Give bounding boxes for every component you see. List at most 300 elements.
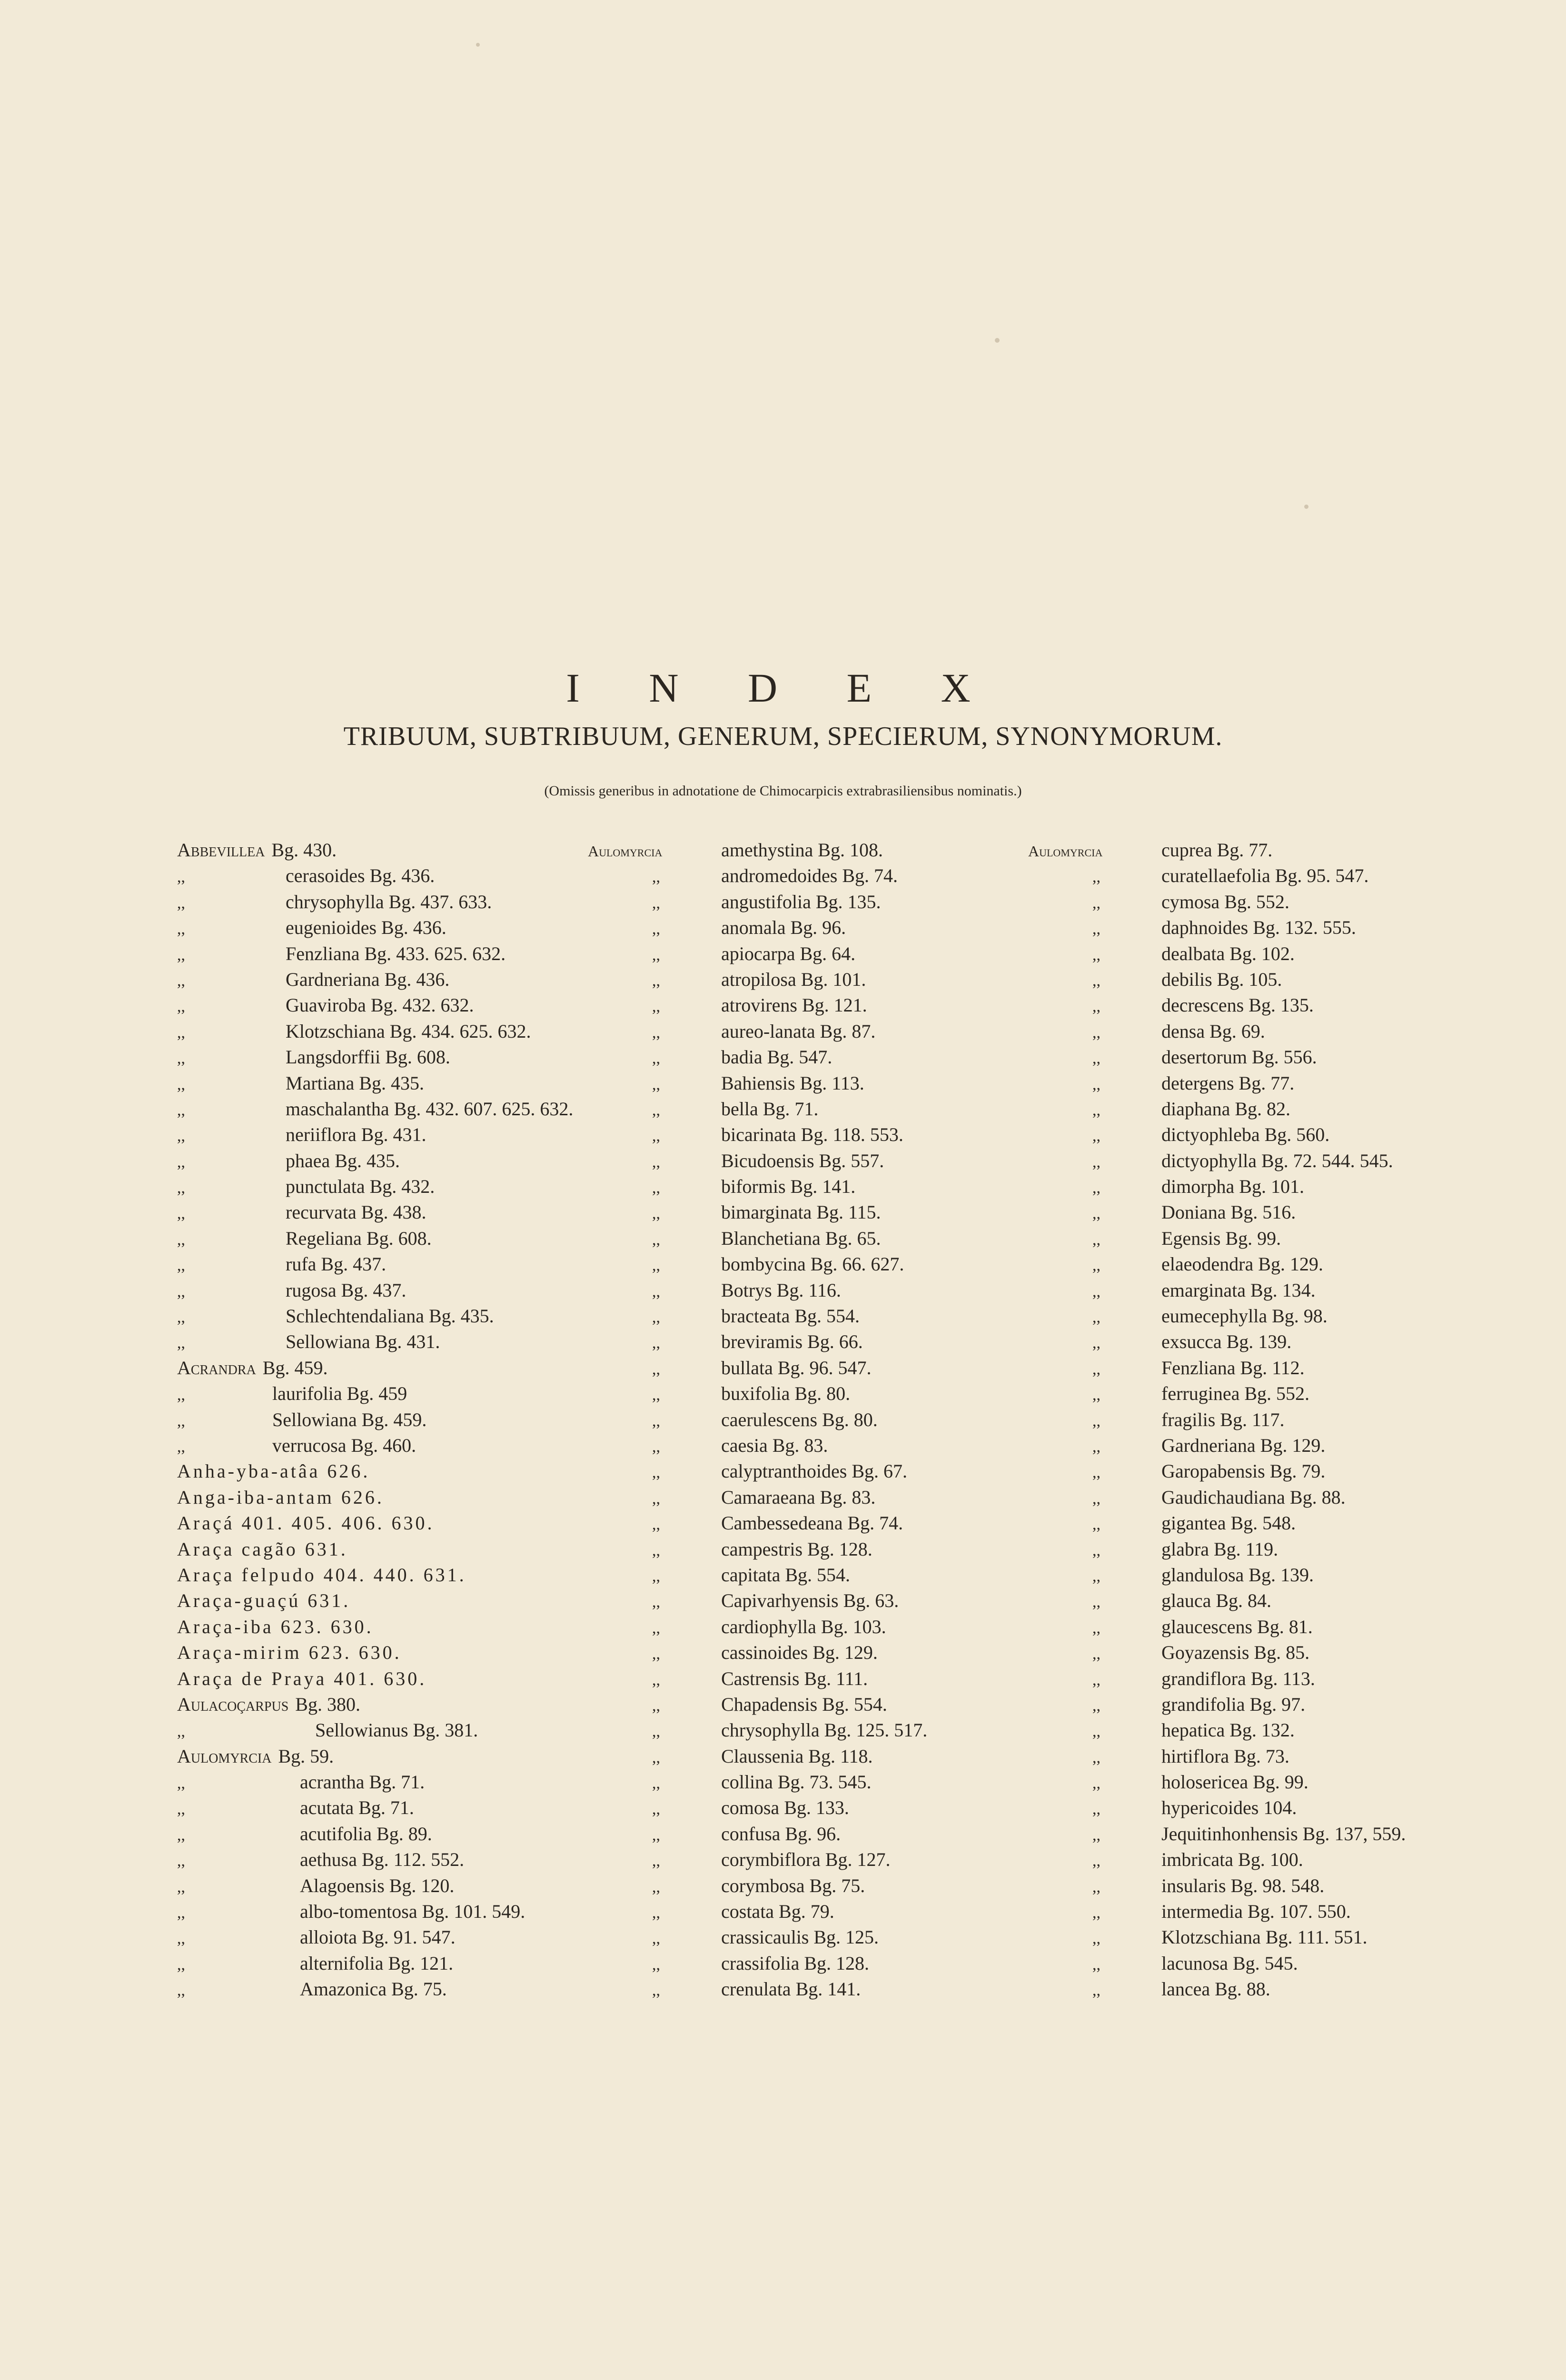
index-entry <box>1028 1588 1406 1614</box>
index-entry <box>1028 1019 1406 1044</box>
entry-text: breviramis Bg. 66. <box>721 1331 863 1353</box>
entry-text: debilis Bg. 105. <box>1161 968 1282 990</box>
index-entry <box>1028 1355 1406 1381</box>
index-entry <box>588 1847 927 1873</box>
entry-text: Amazonica Bg. 75. <box>300 1978 447 2000</box>
genus-name: Aulomyrcia <box>177 1745 272 1767</box>
entry-text: dimorpha Bg. 101. <box>1161 1176 1304 1198</box>
paper-spot <box>995 338 1000 343</box>
ditto-mark: ,, <box>652 1567 660 1585</box>
ditto-mark: ,, <box>1092 998 1100 1016</box>
entry-text: collina Bg. 73. 545. <box>721 1771 872 1793</box>
entry-text: atropilosa Bg. 101. <box>721 968 866 990</box>
index-entry <box>1028 1122 1406 1148</box>
ditto-mark: ,, <box>652 1153 660 1171</box>
index-entry: ,, Schlechtendaliana Bg. 435. <box>177 1303 573 1329</box>
ditto-mark: ,, <box>1092 1257 1100 1275</box>
genus-name: Aulomyrcia <box>588 843 663 860</box>
page-title: I N D E X <box>566 665 1000 711</box>
entry-text: acrantha Bg. 71. <box>300 1771 425 1793</box>
entry-text: densa Bg. 69. <box>1161 1020 1265 1042</box>
index-entry <box>588 1096 927 1122</box>
ditto-mark: ,, <box>1092 1775 1100 1793</box>
ditto-mark: ,, <box>652 1334 660 1352</box>
index-entry: ,, Fenzliana Bg. 433. 625. 632. <box>177 941 573 967</box>
index-entry: ,, Alagoensis Bg. 120. <box>177 1873 573 1899</box>
entry-text: Chapadensis Bg. 554. <box>721 1693 887 1715</box>
index-entry <box>1028 1614 1406 1640</box>
index-entry <box>1028 863 1406 889</box>
index-entry <box>588 941 927 967</box>
ditto-mark: ,, <box>1092 1309 1100 1327</box>
ditto-mark: ,, <box>652 972 660 990</box>
entry-text: rugosa Bg. 437. <box>286 1279 406 1301</box>
ditto-mark: ,, <box>1092 1412 1100 1430</box>
index-entry <box>588 915 927 941</box>
index-entry <box>1028 1666 1406 1692</box>
entry-text: caesia Bg. 83. <box>721 1434 828 1456</box>
index-entry <box>588 1071 927 1096</box>
ditto-mark: ,, <box>652 1360 660 1378</box>
entry-text: Castrensis Bg. 111. <box>721 1667 868 1689</box>
entry-text: glaucescens Bg. 81. <box>1161 1616 1313 1637</box>
index-entry: ,, Sellowiana Bg. 431. <box>177 1329 573 1355</box>
index-entry: ,, verrucosa Bg. 460. <box>177 1433 573 1458</box>
index-entry <box>1028 837 1406 863</box>
genus-name: Acrandra <box>177 1357 256 1378</box>
index-entry <box>588 889 927 915</box>
entry-text: dictyophleba Bg. 560. <box>1161 1124 1330 1146</box>
vernacular-name: Araça de Praya 401. 630. <box>177 1667 427 1689</box>
index-entry <box>588 1873 927 1899</box>
index-entry <box>588 1433 927 1458</box>
ditto-mark: ,, <box>1092 1619 1100 1637</box>
entry-text: cardiophylla Bg. 103. <box>721 1616 886 1637</box>
index-entry: ,, Sellowianus Bg. 381. <box>177 1717 573 1743</box>
index-entry: ,, Regeliana Bg. 608. <box>177 1226 573 1251</box>
ditto-mark: ,, <box>652 1930 660 1948</box>
ditto-mark: ,, <box>652 1257 660 1275</box>
entry-text: corymbosa Bg. 75. <box>721 1874 865 1896</box>
index-entry: ,, albo-tomentosa Bg. 101. 549. <box>177 1899 573 1924</box>
entry-text: apiocarpa Bg. 64. <box>721 942 856 964</box>
entry-text: rufa Bg. 437. <box>286 1253 387 1275</box>
index-entry: ,, alloiota Bg. 91. 547. <box>177 1924 573 1950</box>
ditto-mark: ,, <box>1092 1334 1100 1352</box>
entry-text: bimarginata Bg. 115. <box>721 1201 881 1223</box>
ditto-mark: ,, <box>652 1386 660 1404</box>
ditto-mark: ,, <box>652 1075 660 1093</box>
index-entry <box>588 1614 927 1640</box>
entry-text: acutata Bg. 71. <box>300 1797 414 1819</box>
ditto-mark: ,, <box>1092 1800 1100 1818</box>
entry-text: crenulata Bg. 141. <box>721 1978 861 2000</box>
index-entry <box>1028 1200 1406 1225</box>
ditto-mark: ,, <box>652 1412 660 1430</box>
ditto-mark: ,, <box>1092 1205 1100 1223</box>
index-entry <box>588 1278 927 1303</box>
index-entry <box>1028 1303 1406 1329</box>
index-entry: ,, rugosa Bg. 437. <box>177 1278 573 1303</box>
ditto-mark: ,, <box>1092 920 1100 938</box>
entry-text: punctulata Bg. 432. <box>286 1176 435 1198</box>
entry-text: lancea Bg. 88. <box>1161 1978 1270 2000</box>
entry-text: biformis Bg. 141. <box>721 1176 856 1198</box>
index-entry <box>1028 1071 1406 1096</box>
vernacular-name: Anha-yba-atâa 626. <box>177 1460 370 1482</box>
entry-text: calyptranthoides Bg. 67. <box>721 1460 908 1482</box>
entry-text: Schlechtendaliana Bg. 435. <box>286 1305 494 1327</box>
index-entry <box>177 1510 573 1536</box>
index-column-1 <box>177 837 573 2003</box>
index-entry <box>1028 1873 1406 1899</box>
entry-text: Botrys Bg. 116. <box>721 1279 841 1301</box>
index-entry <box>588 1951 927 1976</box>
index-entry <box>588 1976 927 2002</box>
ditto-mark: ,, <box>652 1023 660 1041</box>
index-entry: ,, acutifolia Bg. 89. <box>177 1821 573 1847</box>
index-entry <box>1028 1924 1406 1950</box>
ditto-mark: ,, <box>652 1619 660 1637</box>
ditto-mark: ,, <box>652 1878 660 1896</box>
index-entry: ,, maschalantha Bg. 432. 607. 625. 632. <box>177 1096 573 1122</box>
index-entry <box>177 1640 573 1666</box>
index-entry <box>1028 1951 1406 1976</box>
editorial-note: (Omissis generibus in adnotatione de Chimocarpicis extrabrasiliensibus nominatis.) <box>544 783 1022 799</box>
index-entry <box>1028 1537 1406 1562</box>
entry-text: Alagoensis Bg. 120. <box>300 1874 455 1896</box>
index-entry <box>588 967 927 992</box>
ditto-mark: ,, <box>1092 1050 1100 1068</box>
ditto-mark: ,, <box>652 1723 660 1741</box>
entry-text: cerasoides Bg. 436. <box>286 865 435 887</box>
index-entry <box>177 837 573 863</box>
entry-text: buxifolia Bg. 80. <box>721 1383 851 1405</box>
index-entry <box>588 1381 927 1407</box>
ditto-mark: ,, <box>1092 1127 1100 1145</box>
entry-text: grandifolia Bg. 97. <box>1161 1693 1306 1715</box>
index-entry <box>588 1148 927 1174</box>
index-entry <box>588 1821 927 1847</box>
index-entry <box>177 1355 573 1381</box>
entry-text: desertorum Bg. 556. <box>1161 1046 1317 1068</box>
vernacular-name: Araçá 401. 405. 406. 630. <box>177 1512 435 1534</box>
entry-text: fragilis Bg. 117. <box>1161 1408 1285 1430</box>
entry-text: eumecephylla Bg. 98. <box>1161 1305 1328 1327</box>
index-entry <box>1028 1485 1406 1510</box>
index-entry: ,, Amazonica Bg. 75. <box>177 1976 573 2002</box>
index-entry: ,, acrantha Bg. 71. <box>177 1769 573 1795</box>
genus-name: Aulacoçarpus <box>177 1693 289 1715</box>
ditto-mark: ,, <box>652 1127 660 1145</box>
ditto-mark: ,, <box>1092 894 1100 912</box>
entry-text: Claussenia Bg. 118. <box>721 1745 873 1767</box>
index-entry <box>588 1458 927 1484</box>
ditto-mark: ,, <box>1092 1386 1100 1404</box>
index-entry <box>1028 1329 1406 1355</box>
index-entry <box>1028 967 1406 992</box>
paper-spot <box>476 43 480 47</box>
page-subtitle: TRIBUUM, SUBTRIBUUM, GENERUM, SPECIERUM, SYNONYMORUM. <box>343 722 1223 751</box>
entry-text: Regeliana Bg. 608. <box>286 1227 432 1249</box>
entry-text: cassinoides Bg. 129. <box>721 1642 878 1664</box>
index-entry <box>588 1329 927 1355</box>
entry-text: Jequitinhonhensis Bg. 137, 559. <box>1161 1823 1406 1844</box>
entry-text: Sellowianus Bg. 381. <box>315 1719 478 1741</box>
ditto-mark: ,, <box>1092 1438 1100 1456</box>
entry-text: cuprea Bg. 77. <box>1161 839 1273 861</box>
entry-text: Camaraeana Bg. 83. <box>721 1486 876 1508</box>
index-entry: ,, acutata Bg. 71. <box>177 1795 573 1821</box>
index-column-3 <box>1028 837 1406 2003</box>
entry-text: ferruginea Bg. 552. <box>1161 1383 1310 1405</box>
entry-text: imbricata Bg. 100. <box>1161 1849 1303 1871</box>
ditto-mark: ,, <box>1092 1593 1100 1611</box>
index-entry <box>588 1562 927 1588</box>
index-entry: ,, Gardneriana Bg. 436. <box>177 967 573 992</box>
index-entry <box>1028 1458 1406 1484</box>
index-entry: ,, alternifolia Bg. 121. <box>177 1951 573 1976</box>
index-entry <box>1028 1174 1406 1200</box>
entry-text: chrysophylla Bg. 437. 633. <box>286 891 492 912</box>
ditto-mark: ,, <box>1092 1516 1100 1534</box>
entry-text: Bg. 430. <box>271 839 337 861</box>
index-entry <box>1028 1562 1406 1588</box>
entry-text: phaea Bg. 435. <box>286 1150 400 1171</box>
ditto-mark: ,, <box>652 868 660 886</box>
entry-text: dictyophylla Bg. 72. 544. 545. <box>1161 1150 1393 1171</box>
entry-text: emarginata Bg. 134. <box>1161 1279 1316 1301</box>
entry-text: lacunosa Bg. 545. <box>1161 1952 1298 1974</box>
entry-text: Sellowiana Bg. 431. <box>286 1331 440 1353</box>
index-entry <box>1028 992 1406 1018</box>
index-entry <box>1028 1148 1406 1174</box>
index-entry <box>588 1044 927 1070</box>
entry-text: comosa Bg. 133. <box>721 1797 849 1819</box>
entry-text: confusa Bg. 96. <box>721 1823 841 1844</box>
entry-text: acutifolia Bg. 89. <box>300 1823 432 1844</box>
ditto-mark: ,, <box>1092 1904 1100 1922</box>
entry-text: glabra Bg. 119. <box>1161 1538 1279 1560</box>
entry-text: Bahiensis Bg. 113. <box>721 1072 864 1094</box>
index-entry <box>588 1407 927 1433</box>
entry-text: Gardneriana Bg. 436. <box>286 968 450 990</box>
index-entry <box>177 1692 573 1717</box>
ditto-mark: ,, <box>1092 1878 1100 1896</box>
index-column-2 <box>588 837 927 2003</box>
index-entry <box>1028 1640 1406 1666</box>
index-entry: ,, rufa Bg. 437. <box>177 1251 573 1277</box>
ditto-mark: ,, <box>652 1050 660 1068</box>
entry-text: crassifolia Bg. 128. <box>721 1952 870 1974</box>
ditto-mark: ,, <box>652 1309 660 1327</box>
index-entry <box>588 837 927 863</box>
index-entry <box>1028 941 1406 967</box>
index-entry: ,, Martiana Bg. 435. <box>177 1071 573 1096</box>
ditto-mark: ,, <box>1092 1567 1100 1585</box>
index-entry <box>1028 1044 1406 1070</box>
entry-text: Bg. 380. <box>295 1693 360 1715</box>
index-entry <box>177 1485 573 1510</box>
index-entry: ,, phaea Bg. 435. <box>177 1148 573 1174</box>
ditto-mark: ,, <box>652 1230 660 1249</box>
entry-text: Fenzliana Bg. 433. 625. 632. <box>286 942 506 964</box>
index-entry <box>1028 1744 1406 1769</box>
index-entry <box>1028 1795 1406 1821</box>
ditto-mark: ,, <box>652 1826 660 1844</box>
entry-text: Bg. 459. <box>262 1357 328 1378</box>
entry-text: costata Bg. 79. <box>721 1901 834 1923</box>
index-entry <box>1028 1717 1406 1743</box>
ditto-mark: ,, <box>1092 1645 1100 1663</box>
entry-text: Martiana Bg. 435. <box>286 1072 425 1094</box>
index-entry <box>588 1692 927 1717</box>
entry-text: Cambessedeana Bg. 74. <box>721 1512 903 1534</box>
index-entry <box>588 1251 927 1277</box>
index-entry <box>588 1899 927 1924</box>
index-entry <box>177 1744 573 1769</box>
index-entry <box>1028 1433 1406 1458</box>
index-entry: ,, eugenioides Bg. 436. <box>177 915 573 941</box>
entry-text: Guaviroba Bg. 432. 632. <box>286 994 474 1016</box>
index-entry <box>588 1640 927 1666</box>
entry-text: decrescens Bg. 135. <box>1161 994 1314 1016</box>
ditto-mark: ,, <box>652 998 660 1016</box>
index-entry <box>1028 1769 1406 1795</box>
ditto-mark: ,, <box>1092 1982 1100 2000</box>
entry-text: aethusa Bg. 112. 552. <box>300 1849 465 1871</box>
index-entry <box>1028 1821 1406 1847</box>
index-entry <box>588 1924 927 1950</box>
entry-text: diaphana Bg. 82. <box>1161 1098 1291 1120</box>
entry-text: campestris Bg. 128. <box>721 1538 872 1560</box>
entry-text: elaeodendra Bg. 129. <box>1161 1253 1323 1275</box>
index-entry <box>588 1588 927 1614</box>
index-entry <box>1028 915 1406 941</box>
index-entry <box>588 1122 927 1148</box>
ditto-mark: ,, <box>1092 1671 1100 1689</box>
entry-text: hypericoides 104. <box>1161 1797 1297 1819</box>
vernacular-name: Anga-iba-antam 626. <box>177 1486 384 1508</box>
entry-text: alloiota Bg. 91. 547. <box>300 1926 456 1948</box>
ditto-mark: ,, <box>1092 1489 1100 1507</box>
index-entry <box>177 1614 573 1640</box>
entry-text: exsucca Bg. 139. <box>1161 1331 1292 1353</box>
entry-text: hirtiflora Bg. 73. <box>1161 1745 1289 1767</box>
ditto-mark: ,, <box>652 1464 660 1482</box>
ditto-mark: ,, <box>652 1541 660 1559</box>
ditto-mark: ,, <box>1092 1075 1100 1093</box>
index-entry <box>588 992 927 1018</box>
entry-text: anomala Bg. 96. <box>721 917 846 939</box>
ditto-mark: ,, <box>652 1904 660 1922</box>
entry-text: bullata Bg. 96. 547. <box>721 1357 872 1378</box>
entry-text: Langsdorffii Bg. 608. <box>286 1046 450 1068</box>
entry-text: laurifolia Bg. 459 <box>272 1383 407 1405</box>
ditto-mark: ,, <box>652 1955 660 1973</box>
index-entry <box>1028 1096 1406 1122</box>
entry-text: Gardneriana Bg. 129. <box>1161 1434 1326 1456</box>
index-entry <box>588 1769 927 1795</box>
entry-text: caerulescens Bg. 80. <box>721 1408 878 1430</box>
ditto-mark: ,, <box>1092 1282 1100 1300</box>
entry-text: eugenioides Bg. 436. <box>286 917 446 939</box>
index-entry <box>588 1174 927 1200</box>
entry-text: glauca Bg. 84. <box>1161 1590 1272 1612</box>
ditto-mark: ,, <box>652 1645 660 1663</box>
index-entry: ,, laurifolia Bg. 459 <box>177 1381 573 1407</box>
ditto-mark: ,, <box>1092 972 1100 990</box>
index-entry <box>1028 1976 1406 2002</box>
ditto-mark: ,, <box>652 894 660 912</box>
entry-text: bombycina Bg. 66. 627. <box>721 1253 904 1275</box>
index-entry <box>177 1537 573 1562</box>
entry-text: Bicudoensis Bg. 557. <box>721 1150 884 1171</box>
entry-text: aureo-lanata Bg. 87. <box>721 1020 876 1042</box>
ditto-mark: ,, <box>1092 1179 1100 1197</box>
index-entry <box>588 1485 927 1510</box>
index-entry <box>1028 1381 1406 1407</box>
index-entry <box>1028 889 1406 915</box>
entry-text: daphnoides Bg. 132. 555. <box>1161 917 1356 939</box>
entry-text: bracteata Bg. 554. <box>721 1305 860 1327</box>
entry-text: Bg. 59. <box>278 1745 334 1767</box>
entry-text: Klotzschiana Bg. 434. 625. 632. <box>286 1020 531 1042</box>
entry-text: bicarinata Bg. 118. 553. <box>721 1124 903 1146</box>
entry-text: amethystina Bg. 108. <box>721 839 883 861</box>
entry-text: recurvata Bg. 438. <box>286 1201 426 1223</box>
vernacular-name: Araça cagão 631. <box>177 1538 348 1560</box>
entry-text: detergens Bg. 77. <box>1161 1072 1295 1094</box>
ditto-mark: ,, <box>652 920 660 938</box>
ditto-mark: ,, <box>1092 1230 1100 1249</box>
index-entry: ,, neriiflora Bg. 431. <box>177 1122 573 1148</box>
ditto-mark: ,, <box>652 1179 660 1197</box>
entry-text: Gaudichaudiana Bg. 88. <box>1161 1486 1346 1508</box>
ditto-mark: ,, <box>652 1438 660 1456</box>
genus-name: Abbevillea <box>177 839 265 861</box>
entry-text: angustifolia Bg. 135. <box>721 891 881 912</box>
index-entry <box>588 1510 927 1536</box>
index-entry: ,, Langsdorffii Bg. 608. <box>177 1044 573 1070</box>
ditto-mark: ,, <box>652 946 660 964</box>
ditto-mark: ,, <box>652 1282 660 1300</box>
ditto-mark: ,, <box>1092 1826 1100 1844</box>
ditto-mark: ,, <box>1092 1541 1100 1559</box>
index-entry <box>588 1717 927 1743</box>
ditto-mark: ,, <box>1092 1748 1100 1766</box>
ditto-mark: ,, <box>1092 1852 1100 1870</box>
entry-text: Garopabensis Bg. 79. <box>1161 1460 1326 1482</box>
ditto-mark: ,, <box>652 1748 660 1766</box>
index-entry <box>588 1795 927 1821</box>
index-entry <box>177 1588 573 1614</box>
entry-text: Fenzliana Bg. 112. <box>1161 1357 1305 1378</box>
entry-text: glandulosa Bg. 139. <box>1161 1564 1314 1586</box>
index-entry <box>588 1537 927 1562</box>
index-entry <box>1028 1847 1406 1873</box>
vernacular-name: Araça-iba 623. 630. <box>177 1616 374 1637</box>
ditto-mark: ,, <box>1092 1153 1100 1171</box>
entry-text: holosericea Bg. 99. <box>1161 1771 1308 1793</box>
entry-text: chrysophylla Bg. 125. 517. <box>721 1719 928 1741</box>
ditto-mark: ,, <box>652 1775 660 1793</box>
index-entry <box>1028 1407 1406 1433</box>
ditto-mark: ,, <box>652 1205 660 1223</box>
paper-spot <box>1304 505 1308 509</box>
ditto-mark: ,, <box>1092 1101 1100 1119</box>
index-entry: ,, Klotzschiana Bg. 434. 625. 632. <box>177 1019 573 1044</box>
